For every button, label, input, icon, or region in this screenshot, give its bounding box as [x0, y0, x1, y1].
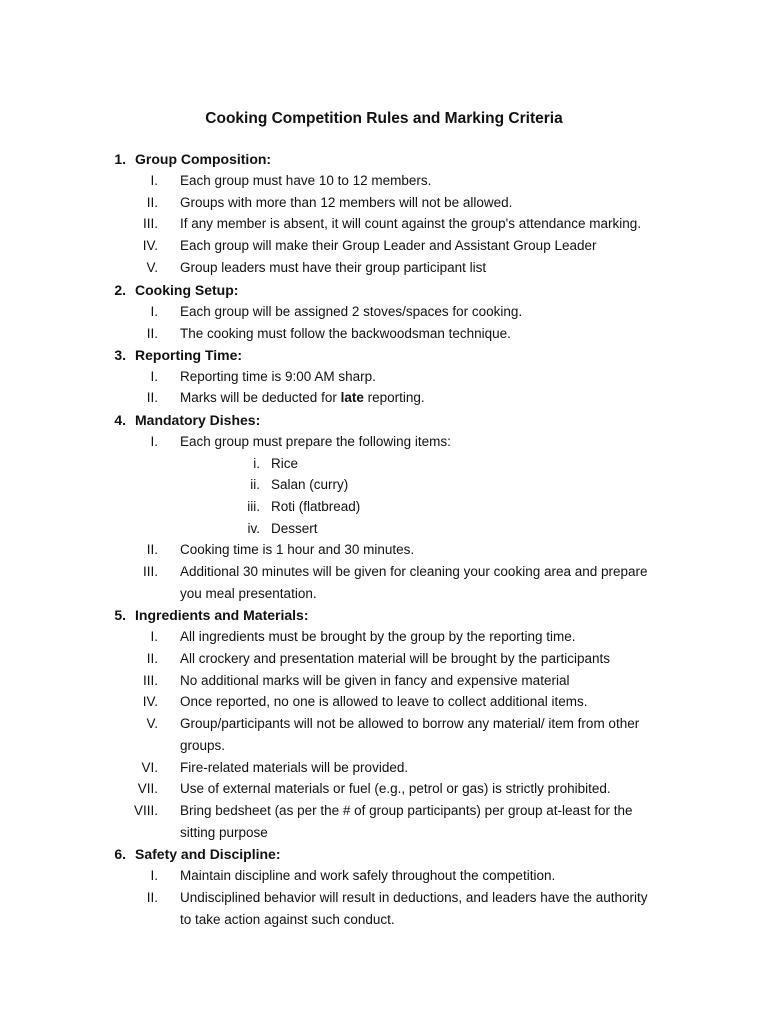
- item-number: I.: [150, 629, 158, 644]
- item-text: Use of external materials or fuel (e.g., petrol or gas) is strictly prohibited.: [180, 781, 611, 796]
- section-title: Cooking Setup:: [135, 282, 239, 298]
- item-number: II.: [146, 890, 158, 905]
- item-text: Group/participants will not be allowed to borrow any material/ item from other: [180, 716, 640, 731]
- item-text: Maintain discipline and work safely throughout the competition.: [180, 868, 556, 883]
- item-text: Each group must prepare the following items:: [180, 434, 451, 449]
- item-text-start: Marks will be deducted for: [180, 390, 341, 405]
- item-number: IV.: [142, 694, 158, 709]
- item-number: V.: [146, 716, 158, 731]
- sub-item-number: iv.: [247, 521, 260, 536]
- dish-name: Salan (curry): [271, 477, 349, 492]
- section-title: Safety and Discipline:: [135, 846, 281, 862]
- item-text: Each group will be assigned 2 stoves/spaces for cooking.: [180, 304, 523, 319]
- item-text: Undisciplined behavior will result in deductions, and leaders have the authority: [180, 890, 648, 905]
- dish-name: Dessert: [271, 521, 318, 536]
- item-text: If any member is absent, it will count against the group's attendance marking.: [180, 216, 642, 231]
- item-number: III.: [142, 673, 158, 688]
- item-text: Cooking time is 1 hour and 30 minutes.: [180, 542, 415, 557]
- item-text: Reporting time is 9:00 AM sharp.: [180, 369, 376, 384]
- section-number: 5.: [114, 607, 126, 623]
- item-number: II.: [146, 390, 158, 405]
- section-title: Ingredients and Materials:: [135, 607, 309, 623]
- item-number: II.: [146, 542, 158, 557]
- section-number: 1.: [114, 151, 126, 167]
- item-text: Groups with more than 12 members will not be allowed.: [180, 195, 513, 210]
- dish-name: Rice: [271, 456, 299, 471]
- item-text: to take action against such conduct.: [180, 912, 395, 927]
- section-title: Reporting Time:: [135, 347, 243, 363]
- section-title: Mandatory Dishes:: [135, 412, 261, 428]
- item-text: Fire-related materials will be provided.: [180, 760, 409, 775]
- section-number: 6.: [114, 846, 126, 862]
- item-number: VI.: [141, 760, 158, 775]
- item-text: Bring bedsheet (as per the # of group participants) per group at-least for the: [180, 803, 633, 818]
- item-text: you meal presentation.: [180, 586, 317, 601]
- item-number: I.: [150, 173, 158, 188]
- sub-item-number: ii.: [250, 477, 260, 492]
- item-text: [180, 389, 425, 407]
- item-text: All crockery and presentation material will be brought by the participants: [180, 651, 610, 666]
- item-number: V.: [146, 260, 158, 275]
- item-text: Additional 30 minutes will be given for cleaning your cooking area and prepare: [180, 564, 648, 579]
- item-number: III.: [142, 216, 158, 231]
- emphasis-text: late: [340, 390, 364, 405]
- item-number: I.: [150, 369, 158, 384]
- item-text: Each group must have 10 to 12 members.: [180, 173, 432, 188]
- section-number: 4.: [114, 412, 126, 428]
- item-number: II.: [146, 195, 158, 210]
- dish-name: Roti (flatbread): [271, 499, 361, 514]
- item-text: Each group will make their Group Leader and Assistant Group Leader: [180, 238, 597, 253]
- item-number: I.: [150, 434, 158, 449]
- section-title: Group Composition:: [135, 151, 272, 167]
- item-text-end: reporting.: [363, 390, 425, 405]
- item-text: The cooking must follow the backwoodsman technique.: [180, 326, 511, 341]
- item-number: II.: [146, 326, 158, 341]
- item-text: All ingredients must be brought by the group by the reporting time.: [180, 629, 576, 644]
- item-text: No additional marks will be given in fancy and expensive material: [180, 673, 570, 688]
- section-number: 3.: [114, 347, 126, 363]
- item-number: II.: [146, 651, 158, 666]
- item-number: III.: [142, 564, 158, 579]
- item-number: I.: [150, 304, 158, 319]
- item-text: groups.: [180, 738, 226, 753]
- item-text: Once reported, no one is allowed to leave to collect additional items.: [180, 694, 588, 709]
- item-text: Group leaders must have their group participant list: [180, 260, 487, 275]
- sub-item-number: iii.: [247, 499, 260, 514]
- item-number: VII.: [137, 781, 158, 796]
- item-number: IV.: [142, 238, 158, 253]
- item-text: sitting purpose: [180, 825, 268, 840]
- item-number: I.: [150, 868, 158, 883]
- sub-item-number: i.: [253, 456, 260, 471]
- document-title: Cooking Competition Rules and Marking Criteria: [205, 110, 563, 127]
- section-number: 2.: [114, 282, 126, 298]
- item-number: VIII.: [133, 803, 158, 818]
